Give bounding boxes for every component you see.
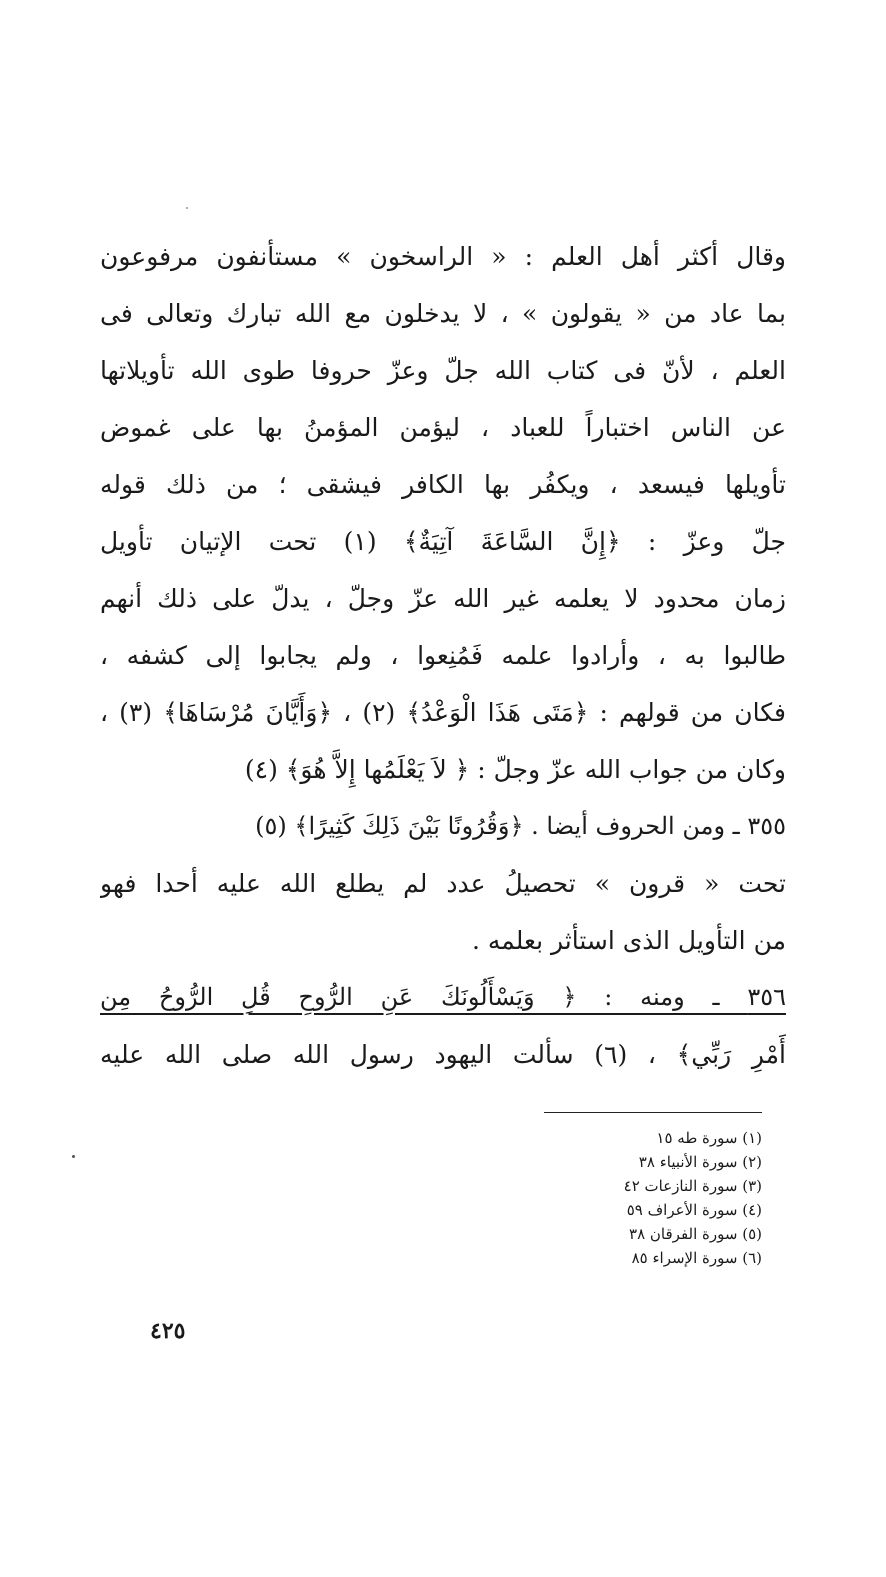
text-line: طالبوا به ، وأرادوا علمه فَمُنِعوا ، ولم يجابوا إلى كشفه ، [100,641,786,670]
text-line: وكان من جواب الله عزّ وجلّ : ﴿ لاَ يَعْلَمُها إِلاَّ هُوَ﴾ (٤) [244,755,786,784]
text-line: تأويلها فيسعد ، ويكفُر بها الكافر فيشقى ؛ من ذلك قوله [100,470,786,499]
text-line: تحت « قرون » تحصيلُ عدد لم يطلع الله عليه أحدا فهو [100,869,786,898]
text-line: فكان من قولهم : ﴿مَتَى هَذَا الْوَعْدُ﴾ (٢) ، ﴿وَأَيَّانَ مُرْسَاهَا﴾ (٣) ، [100,698,786,727]
numbered-paragraph-355: ٣٥٥ ـ ومن الحروف أيضا . ﴿وَقُرُونًا بَيْنَ ذَلِكَ كَثِيرًا﴾ (٥) [255,812,786,840]
text-line: عن الناس اختباراً للعباد ، ليؤمن المؤمنُ بها على غموض [100,413,786,442]
text-line: من التأويل الذى استأثر بعلمه . [471,926,786,955]
text-line: أَمْرِ رَبِّي﴾ ، (٦) سألت اليهود رسول الله صلى الله عليه [100,1040,786,1069]
scan-speck [186,207,188,209]
text-line: بما عاد من « يقولون » ، لا يدخلون مع الله تبارك وتعالى فى [100,299,786,328]
footnotes [470,1126,762,1270]
footnote: (٥) سورة الفرقان ٣٨ [629,1225,762,1243]
text-line: زمان محدود لا يعلمه غير الله عزّ وجلّ ، يدلّ على ذلك أنهم [100,584,786,613]
main-text [100,228,786,1083]
numbered-paragraph-356: ٣٥٦ ـ ومنه : ﴿ وَيَسْأَلُونَكَ عَنِ الرُّوحِ قُلِ الرُّوحُ مِن [100,983,786,1011]
text-line: العلم ، لأنّ فى كتاب الله جلّ وعزّ حروفا طوى الله تأويلاتها [100,356,786,385]
scan-speck [72,1155,75,1158]
footnote-divider [544,1112,762,1113]
footnote: (٦) سورة الإسراء ٨٥ [631,1249,762,1267]
footnote: (٢) سورة الأنبياء ٣٨ [638,1153,762,1171]
text-line: جلّ وعزّ : ﴿إِنَّ السَّاعَةَ آتِيَةٌ﴾ (١) تحت الإتيان تأويل [100,527,786,556]
page-number: ٤٢٥ [150,1318,186,1344]
text-line: وقال أكثر أهل العلم : « الراسخون » مستأنفون مرفوعون [100,242,786,271]
footnote: (١) سورة طه ١٥ [656,1129,762,1147]
footnote: (٣) سورة النازعات ٤٢ [623,1177,762,1195]
footnote: (٤) سورة الأعراف ٥٩ [626,1201,762,1219]
